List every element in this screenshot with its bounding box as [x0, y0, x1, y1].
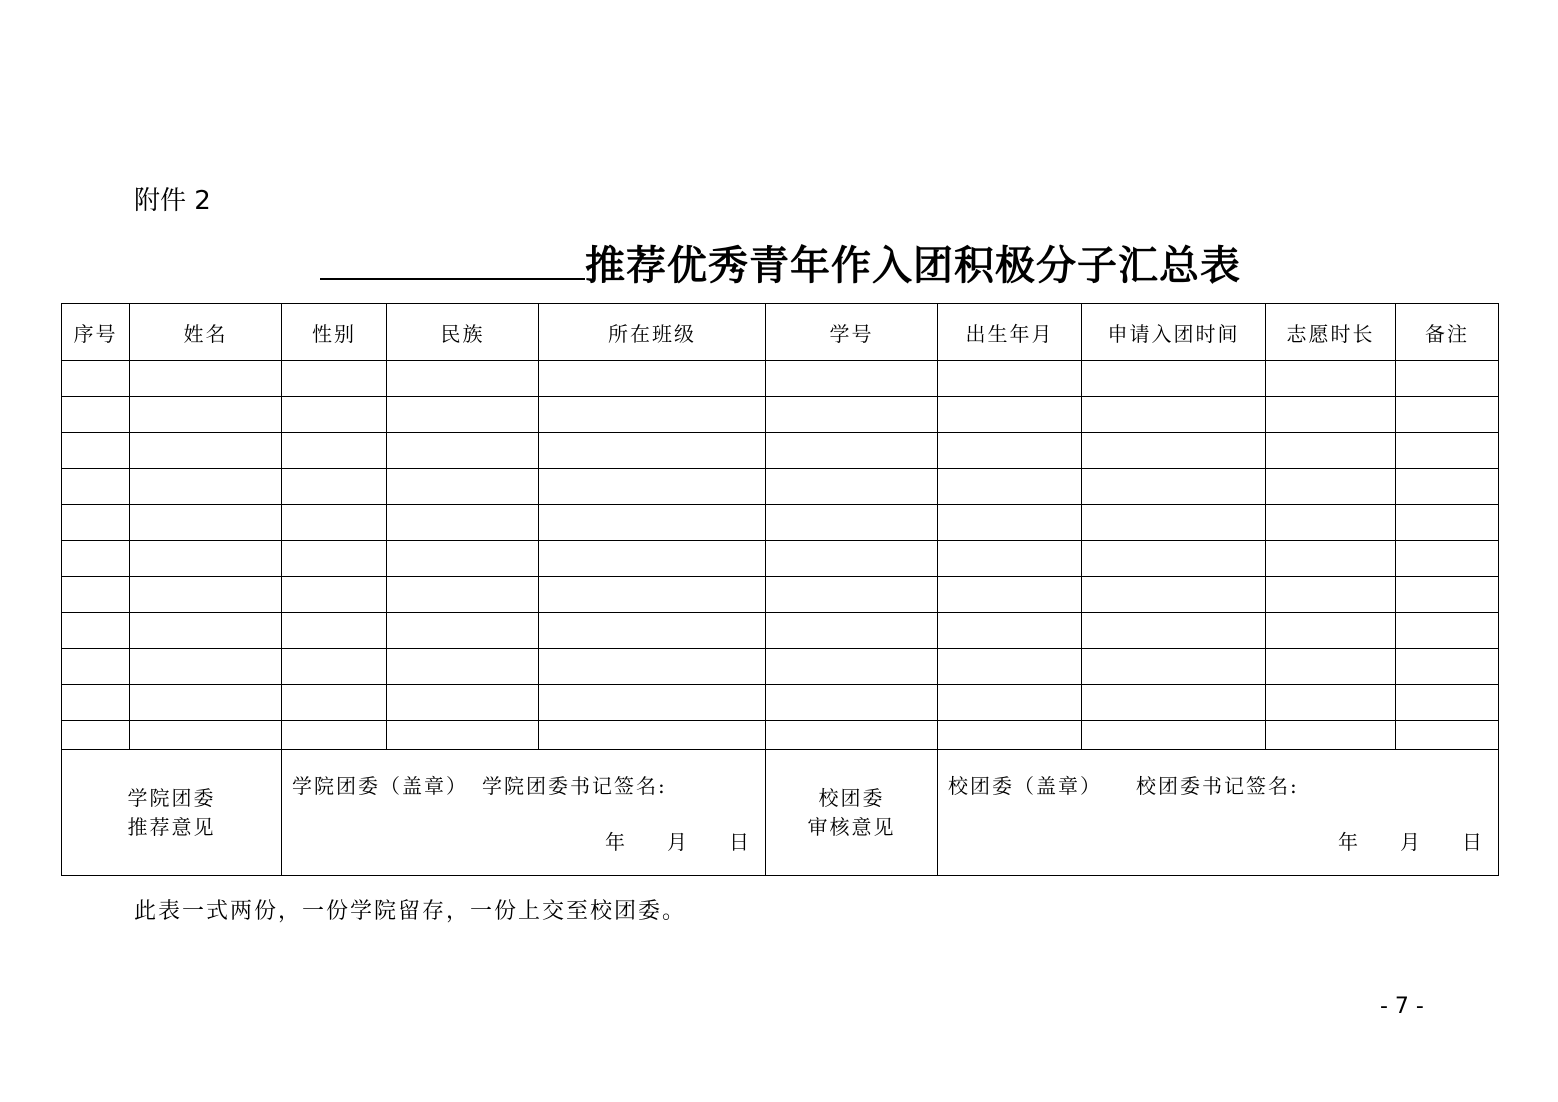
table-cell[interactable] [1082, 433, 1266, 469]
table-cell[interactable] [1266, 469, 1396, 505]
table-cell[interactable] [387, 433, 539, 469]
table-cell[interactable] [62, 361, 130, 397]
table-cell[interactable] [539, 541, 766, 577]
table-cell[interactable] [282, 613, 387, 649]
table-cell[interactable] [130, 433, 282, 469]
table-cell[interactable] [62, 433, 130, 469]
table-cell[interactable] [766, 649, 938, 685]
table-cell[interactable] [282, 505, 387, 541]
table-row [62, 577, 1499, 613]
table-cell[interactable] [62, 577, 130, 613]
table-cell[interactable] [282, 469, 387, 505]
table-cell[interactable] [938, 613, 1082, 649]
table-cell[interactable] [1396, 685, 1499, 721]
table-header-row [62, 304, 1499, 361]
table-cell[interactable] [938, 721, 1082, 750]
school-opinion-label [766, 750, 938, 876]
table-cell[interactable] [1396, 649, 1499, 685]
table-cell[interactable] [130, 613, 282, 649]
college-signature-text [292, 770, 667, 799]
table-row [62, 649, 1499, 685]
college-label-line2: 推荐意见 [127, 814, 216, 839]
table-cell[interactable] [766, 469, 938, 505]
table-cell[interactable] [62, 649, 130, 685]
signature-row [62, 750, 1499, 876]
table-cell[interactable] [1082, 361, 1266, 397]
table-cell[interactable] [1396, 721, 1499, 750]
school-label-line2: 审核意见 [807, 814, 896, 839]
table-cell[interactable] [62, 505, 130, 541]
table-cell[interactable] [766, 361, 938, 397]
date-day: 日 [1462, 830, 1484, 854]
column-header: 出生年月 [938, 304, 1082, 361]
table-cell[interactable] [282, 361, 387, 397]
table-row [62, 469, 1499, 505]
column-header: 学号 [766, 304, 938, 361]
table-cell[interactable] [282, 577, 387, 613]
table-cell[interactable] [130, 577, 282, 613]
table-cell[interactable] [1266, 613, 1396, 649]
title-blank-line [320, 278, 585, 280]
table-cell[interactable] [387, 361, 539, 397]
column-header: 姓名 [130, 304, 282, 361]
table-cell[interactable] [387, 685, 539, 721]
table-cell[interactable] [1082, 505, 1266, 541]
table-row [62, 721, 1499, 750]
table-cell[interactable] [62, 397, 130, 433]
college-date [605, 826, 751, 855]
table-cell[interactable] [1396, 577, 1499, 613]
table-cell[interactable] [1266, 577, 1396, 613]
table-cell[interactable] [1082, 649, 1266, 685]
table-row [62, 505, 1499, 541]
column-header: 序号 [62, 304, 130, 361]
college-label-line1: 学院团委 [127, 785, 216, 810]
table-cell[interactable] [62, 721, 130, 750]
table-cell[interactable] [766, 613, 938, 649]
table-cell[interactable] [938, 433, 1082, 469]
table-cell[interactable] [1396, 469, 1499, 505]
table-cell[interactable] [938, 577, 1082, 613]
table-cell[interactable] [1266, 397, 1396, 433]
table-cell[interactable] [1266, 505, 1396, 541]
school-seal-label: 校团委（盖章） [948, 774, 1102, 798]
table-cell[interactable] [539, 505, 766, 541]
table-cell[interactable] [938, 505, 1082, 541]
table-row [62, 685, 1499, 721]
column-header: 民族 [387, 304, 539, 361]
table-cell[interactable] [130, 685, 282, 721]
table-cell[interactable] [766, 721, 938, 750]
table-cell[interactable] [387, 613, 539, 649]
school-date [1338, 826, 1484, 855]
table-cell[interactable] [1396, 433, 1499, 469]
date-year: 年 [605, 830, 627, 854]
table-row [62, 433, 1499, 469]
table-cell[interactable] [539, 577, 766, 613]
table-cell[interactable] [539, 397, 766, 433]
table-cell[interactable] [1082, 721, 1266, 750]
table-cell[interactable] [1266, 541, 1396, 577]
table-cell[interactable] [1082, 541, 1266, 577]
college-secretary-label: 学院团委书记签名: [482, 774, 667, 798]
table-cell[interactable] [938, 361, 1082, 397]
table-cell[interactable] [938, 469, 1082, 505]
table-cell[interactable] [282, 397, 387, 433]
column-header: 备注 [1396, 304, 1499, 361]
table-cell[interactable] [539, 469, 766, 505]
footer-note: 此表一式两份，一份学院留存，一份上交至校团委。 [134, 899, 687, 924]
table-row [62, 541, 1499, 577]
table-cell[interactable] [130, 649, 282, 685]
table-cell[interactable] [130, 469, 282, 505]
table-cell[interactable] [387, 649, 539, 685]
table-cell[interactable] [539, 613, 766, 649]
table-cell[interactable] [130, 721, 282, 750]
table-cell[interactable] [130, 361, 282, 397]
table-cell[interactable] [539, 685, 766, 721]
table-cell[interactable] [1396, 541, 1499, 577]
table-cell[interactable] [938, 541, 1082, 577]
table-cell[interactable] [539, 361, 766, 397]
table-cell[interactable] [1082, 685, 1266, 721]
column-header: 所在班级 [539, 304, 766, 361]
table-row [62, 613, 1499, 649]
column-header: 志愿时长 [1266, 304, 1396, 361]
table-cell[interactable] [62, 685, 130, 721]
table-cell[interactable] [387, 577, 539, 613]
table-cell[interactable] [282, 721, 387, 750]
table-cell[interactable] [1082, 613, 1266, 649]
table-cell[interactable] [766, 541, 938, 577]
table-cell[interactable] [766, 505, 938, 541]
table-cell[interactable] [62, 541, 130, 577]
college-signature-area[interactable] [282, 750, 766, 876]
table-cell[interactable] [938, 685, 1082, 721]
page-number: - 7 - [1380, 994, 1424, 1019]
table-cell[interactable] [938, 649, 1082, 685]
table-cell[interactable] [539, 433, 766, 469]
table-cell[interactable] [766, 397, 938, 433]
table-cell[interactable] [766, 433, 938, 469]
table-cell[interactable] [938, 397, 1082, 433]
table-cell[interactable] [282, 541, 387, 577]
table-cell[interactable] [1396, 361, 1499, 397]
table-cell[interactable] [387, 721, 539, 750]
table-cell[interactable] [1082, 469, 1266, 505]
table-cell[interactable] [1266, 721, 1396, 750]
school-secretary-label: 校团委书记签名: [1136, 774, 1299, 798]
table-cell[interactable] [130, 505, 282, 541]
table-cell[interactable] [1396, 397, 1499, 433]
date-day: 日 [729, 830, 751, 854]
table-cell[interactable] [539, 649, 766, 685]
table-row [62, 397, 1499, 433]
table-cell[interactable] [387, 397, 539, 433]
column-header: 申请入团时间 [1082, 304, 1266, 361]
attachment-label: 附件 2 [134, 186, 211, 216]
table-row [62, 361, 1499, 397]
school-label-line1: 校团委 [818, 785, 885, 810]
table-cell[interactable] [282, 649, 387, 685]
table-cell[interactable] [766, 577, 938, 613]
table-cell[interactable] [1082, 397, 1266, 433]
table-cell[interactable] [282, 685, 387, 721]
table-cell[interactable] [1266, 433, 1396, 469]
school-signature-area[interactable] [938, 750, 1499, 876]
table-cell[interactable] [282, 433, 387, 469]
table-cell[interactable] [1082, 577, 1266, 613]
school-signature-text [948, 770, 1299, 799]
table-cell[interactable] [130, 397, 282, 433]
table-cell[interactable] [387, 505, 539, 541]
column-header: 性别 [282, 304, 387, 361]
date-month: 月 [667, 830, 689, 854]
table-cell[interactable] [766, 685, 938, 721]
college-seal-label: 学院团委（盖章） [292, 774, 468, 798]
table-cell[interactable] [1396, 613, 1499, 649]
table-cell[interactable] [1266, 685, 1396, 721]
table-cell[interactable] [62, 613, 130, 649]
date-year: 年 [1338, 830, 1360, 854]
table-cell[interactable] [1396, 505, 1499, 541]
table-cell[interactable] [1266, 361, 1396, 397]
table-cell[interactable] [62, 469, 130, 505]
page-title: 推荐优秀青年作入团积极分子汇总表 [585, 243, 1241, 289]
table-cell[interactable] [387, 541, 539, 577]
table-cell[interactable] [130, 541, 282, 577]
date-month: 月 [1400, 830, 1422, 854]
table-cell[interactable] [539, 721, 766, 750]
table-cell[interactable] [1266, 649, 1396, 685]
summary-table [61, 303, 1499, 876]
college-opinion-label [62, 750, 282, 876]
table-cell[interactable] [387, 469, 539, 505]
